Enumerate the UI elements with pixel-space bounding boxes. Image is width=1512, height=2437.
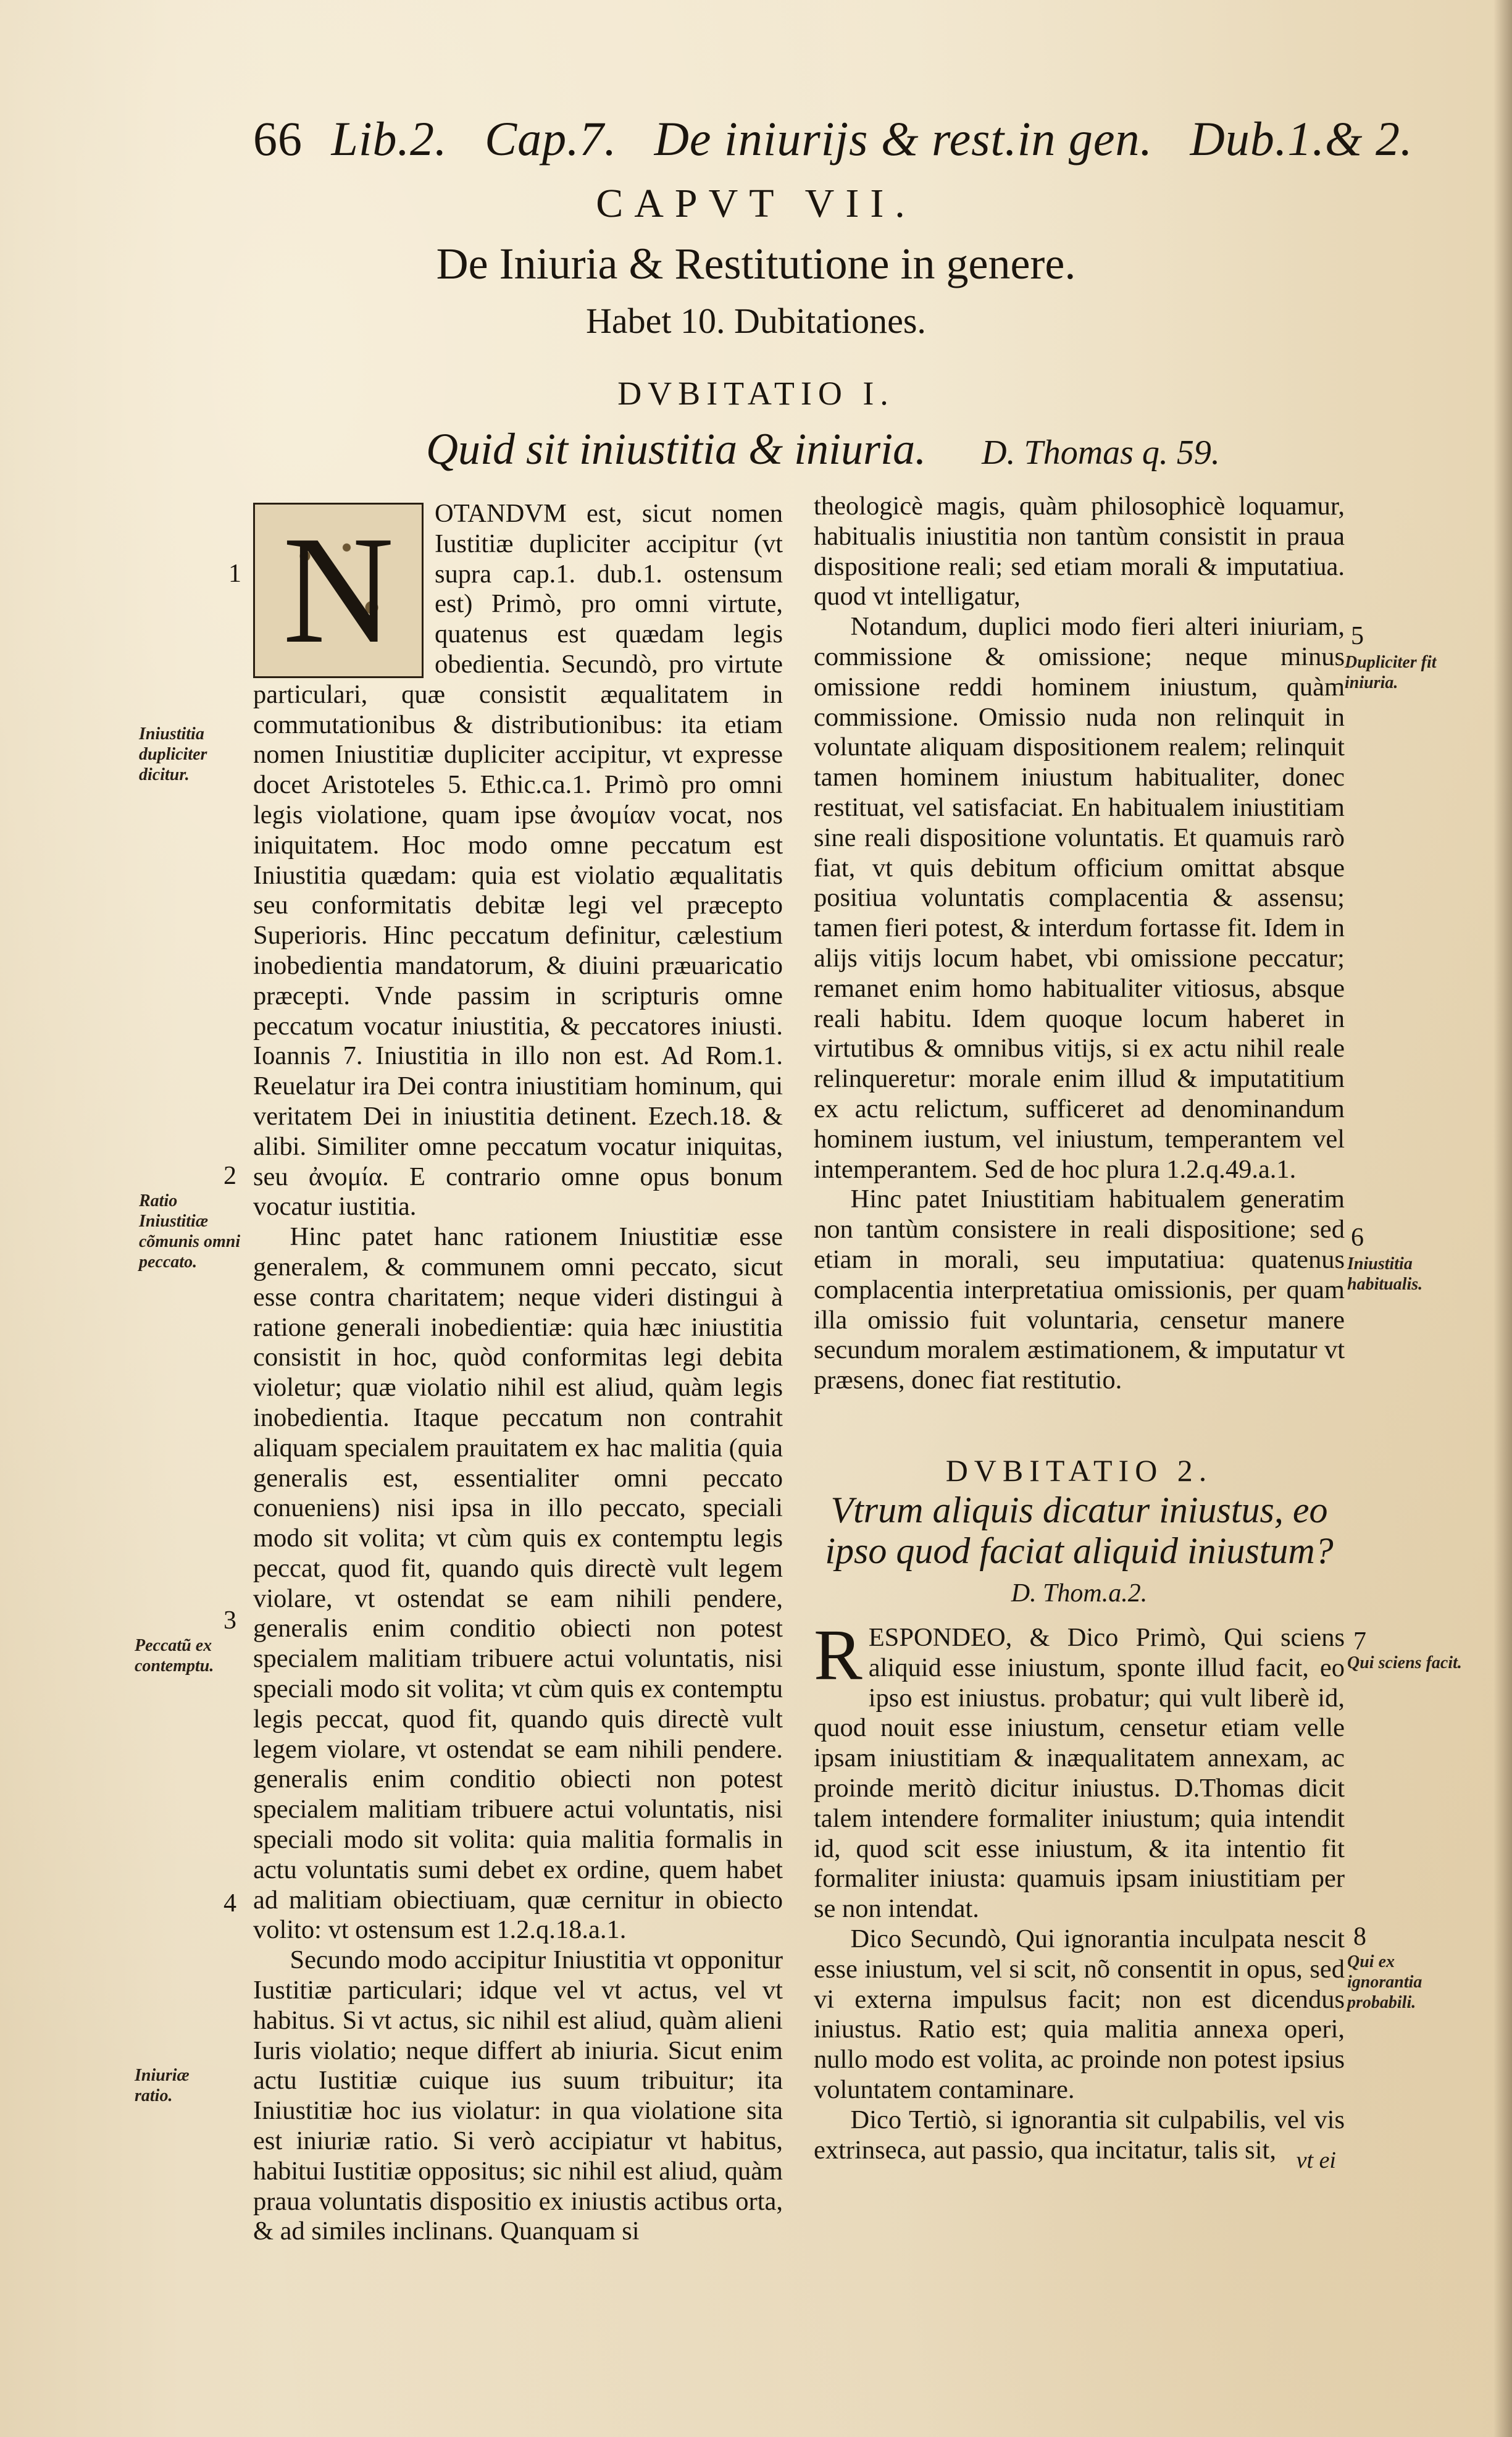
paragraph <box>253 499 783 1222</box>
running-head-topic: De iniurijs & rest.in gen. <box>654 112 1153 166</box>
margin-number-7: 7 <box>1353 1627 1366 1656</box>
margin-note-8: Qui ex ignorantia probabili. <box>1347 1952 1422 2012</box>
paragraph: Hinc patet hanc rationem Iniustitiæ esse generalem, & communem omni peccato, sicut esse contra charitatem; neque videri distingui à ratione generali inobedientiæ: quia hæc iniustitia consistit in hoc, quòd conformitas legi debita violetur; quæ violatio nihil est aliud, quàm legis inobedientia. Itaque peccatum non contrahit aliquam specialem prauitatem ex hac malitia (quia generalis est, essentialiter omni peccato conueniens) nisi ipsa in illo peccato, speciali modo sit volita; vt cùm quis ex contemptu legis peccat, quod fit, quando quis directè vult legem violare, vt ostendat se eam nihili pendere, generalis enim conditio obiecti non potest specialem malitiam tribuere actui voluntatis, nisi speciali modo sit volita; vt cùm quis ex contemptu legis peccat, quod fit, quando quis directè vult legem violare, vt ostendat se eam nihili pendere. generalis enim conditio obiecti non potest specialem malitiam tribuere actui voluntatis, nisi speciali modo sit volita: quia malitia formalis in actu voluntatis sumi debet ex ordine, quem habet ad malitiam obiectiuam, quæ cernitur in obiecto volito: vt ostensum est 1.2.q.18.a.1. <box>253 1222 783 1945</box>
right-column <box>814 492 1345 1396</box>
catchword: vt ei <box>1296 2147 1336 2173</box>
margin-note-4: Iniuriæ ratio. <box>135 2066 190 2105</box>
dubitatio-1-question <box>426 424 1220 475</box>
chapter-subtitle: Habet 10. Dubitationes. <box>586 301 926 341</box>
paragraph <box>814 1614 1345 1924</box>
dubitatio-2-question: Vtrum aliquis dicatur iniustus, eo ipso quod faciat aliquid iniustum? <box>825 1490 1334 1571</box>
margin-number-5: 5 <box>1351 622 1364 650</box>
dubitatio-1-heading: DVBITATIO I. <box>617 375 895 412</box>
page-edge-shadow <box>1493 0 1512 2437</box>
margin-note-7: Qui sciens facit. <box>1347 1653 1462 1672</box>
page-number: 66 <box>253 112 303 166</box>
margin-note-3: Peccatũ ex contemptu. <box>135 1636 214 1676</box>
initial-R: R <box>814 1614 863 1695</box>
margin-number-4: 4 <box>223 1889 236 1918</box>
dubitatio-2-heading: DVBITATIO 2. <box>945 1453 1213 1488</box>
margin-number-3: 3 <box>223 1606 236 1635</box>
margin-note-2: Ratio Iniustitiæ cõmunis omni peccato. <box>139 1191 241 1272</box>
dubitatio-1-question-text: Quid sit iniustitia & iniuria. <box>426 424 927 474</box>
paragraph: Hinc patet Iniustitiam habitualem generatim non tantùm consistere in reali dispositione; sed etiam in morali, seu imputatiua: quatenus complacentia interpretatiua omissionis, per quam illa omissio fuit voluntaria, censetur manere secundum moralem æstimationem, & imputatur vt præsens, donec fiat restitutio. <box>814 1185 1345 1395</box>
running-head <box>253 111 1413 167</box>
chapter-number: CAPVT VII. <box>596 181 916 226</box>
running-head-dubia: Dub.1.& 2. <box>1190 112 1413 166</box>
paragraph: Dico Tertiò, si ignorantia sit culpabilis, vel vis extrinseca, aut passio, qua incitatur, talis sit, <box>814 2105 1345 2165</box>
paragraph-text: OTANDVM est, sicut nomen Iustitiæ dupliciter accipitur (vt supra cap.1. dub.1. ostensum est) Primò, pro omni virtute, quatenus est quædam legis obedientia. Secundò, pro virtute particulari, quæ consistit æqualitatem in commutationibus & distributionibus: ita etiam nomen Iniustitiæ dupliciter accipitur, vt expresse docet Aristoteles 5. Ethic.ca.1. Primò pro omni legis violatione, quam ipse ἀνομίαν vocat, nos iniquitatem. Hoc modo omne peccatum est Iniustitia quædam: quia est violatio æqualitatis seu conformitatis debitæ legi vel præcepto Superioris. Hinc peccatum definitur, cælestium inobedientia mandatorum, & diuini præuaricatio præcepti. Vnde passim in scripturis omne peccatum vocatur iniustitia, & peccatores iniusti. Ioannis 7. Iniustitia in illo non est. Ad Rom.1. Reuelatur ira Dei contra iniustitiam hominum, qui veritatem Dei in iniustitia detinent. Ezech.18. & alibi. Similiter omne peccatum vocatur iniquitas, seu ἀνομία. E contrario omne opus bonum vocatur iustitia. <box>253 499 783 1222</box>
margin-number-2: 2 <box>223 1162 236 1190</box>
paragraph: Secundo modo accipitur Iniustitia vt opponitur Iustitiæ particulari; idque vel vt actus, vel vt habitus. Si vt actus, sic nihil est aliud, quàm alieni Iuris violatio; neque differt ab iniuria. Sicut enim actu Iustitiæ cuique ius suum tribuitur; ita Iniustitiæ hoc ius violatur: in qua violatione sita est iniuriæ ratio. Si verò accipiatur vt habitus, habitui Iustitiæ oppositus; sic nihil est aliud, quàm praua voluntatis dispositio ex iniustis actibus orta, & ad similes inclinans. Quanquam si <box>253 1945 783 2246</box>
margin-note-6: Iniustitia habitualis. <box>1347 1254 1423 1294</box>
margin-number-8: 8 <box>1353 1923 1366 1951</box>
margin-note-5: Dupliciter fit iniuria. <box>1345 653 1437 692</box>
dubitatio-1-reference: D. Thomas q. 59. <box>982 434 1220 472</box>
paragraph: theologicè magis, quàm philosophicè loquamur, habitualis iniustitia non tantùm consistit in praua dispositione reali; sed etiam morali & imputatiua. quod vt intelligatur, <box>814 492 1345 611</box>
chapter-title: De Iniuria & Restitutione in genere. <box>436 239 1076 288</box>
paragraph: Notandum, duplici modo fieri alteri iniuriam, commissione & omissione; neque minus omissione reddi hominem iniustum, quàm commissione. Omissio nuda non relinquit in voluntate aliquam dispositionem realem; relinquit tamen hominem iniustum habitualiter, donec restituat, vel satisfaciat. En habitualem iniustitiam sine reali dispositione voluntatis. Et quamuis rarò fiat, vt quis debitum officium omittat absque positiua voluntatis complacentia & assensu; tamen fieri potest, & interdum fortasse fit. Idem in alijs vitijs locum habet, vbi omissione peccatur; remanet enim homo habitualiter vitiosus, absque reali habitu. Idem quoque locum haberet in virtutibus & omnibus vitijs, si ex actu nihil reale relinqueretur: morale enim illud & imputatitium ex actu relictum, sufficeret ad denominandum hominem iustum, vel iniustum, temperantem vel intemperantem. Sed de hoc plura 1.2.q.49.a.1. <box>814 612 1345 1184</box>
decorated-initial-N: N <box>253 503 424 678</box>
margin-note-1: Iniustitia dupliciter dicitur. <box>139 724 207 784</box>
paragraph: Dico Secundò, Qui ignorantia inculpata nescit esse iniustum, vel si scit, nõ consentit in opus, sed vi externa impulsus facit; non est dicendus iniustus. Ratio est; quia malitia annexa operi, nullo modo est volita, ac proinde non potest ipsius voluntatem contaminare. <box>814 1924 1345 2104</box>
margin-number-1: 1 <box>228 560 241 588</box>
paragraph-text: ESPONDEO, & Dico Primò, Qui sciens aliquid esse iniustum, sponte illud facit, eo ipso est iniustus. probatur; qui vult liberè id, quod nouit esse iniustum, censetur etiam velle ipsam iniustitiam & inæqualitatem annexam, ac proinde meritò dicitur iniustus. D.Thomas dicit talem intendere formaliter iniustum; quia intendit id, quod scit esse iniustum, & ita intentio fit formaliter iniusta: quamuis ipsam iniustitiam per se non intendat. <box>814 1623 1345 1924</box>
dubitatio-2-reference: D. Thom.a.2. <box>1011 1579 1148 1608</box>
running-head-chapter: Cap.7. <box>485 112 617 166</box>
running-head-book: Lib.2. <box>331 112 448 166</box>
left-column <box>253 499 783 2247</box>
margin-number-6: 6 <box>1351 1223 1364 1252</box>
right-column-lower <box>814 1614 1345 2165</box>
